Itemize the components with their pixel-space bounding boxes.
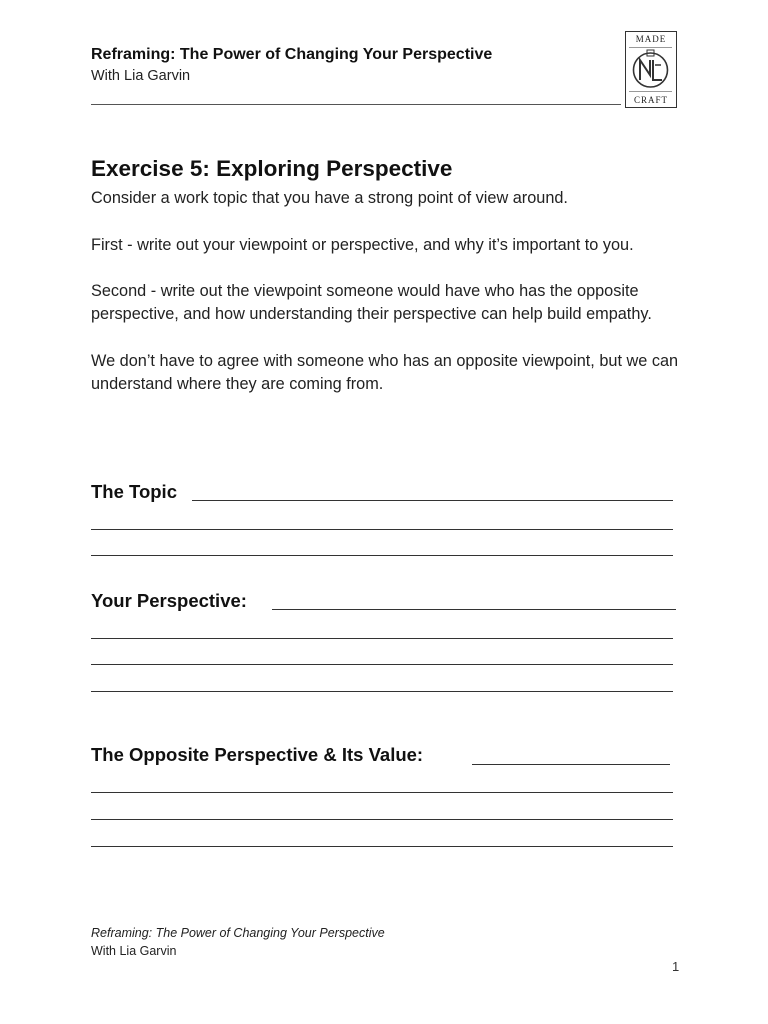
instruction-paragraph: First - write out your viewpoint or perspective, and why it’s important to you. (91, 235, 634, 254)
opposite-write-line[interactable] (91, 819, 673, 820)
perspective-write-line[interactable] (272, 609, 676, 610)
header-title: Reframing: The Power of Changing Your Perspective (91, 46, 493, 63)
instruction-paragraph: Consider a work topic that you have a strong point of view around. (91, 189, 568, 207)
opposite-write-line[interactable] (91, 792, 673, 793)
header-subtitle: With Lia Garvin (91, 68, 191, 84)
opposite-write-line[interactable] (472, 764, 670, 765)
logo-top-text: MADE (635, 34, 667, 44)
page-header (91, 46, 621, 84)
instruction-paragraph: Second - write out the viewpoint someone would have who has the opposite perspective, and how understanding their perspective can help build empathy. (91, 282, 652, 324)
perspective-write-line[interactable] (91, 664, 673, 665)
instruction-paragraph: We don’t have to agree with someone who has an opposite viewpoint, but we can understand where they are coming from. (91, 352, 679, 394)
page-footer (91, 924, 385, 960)
your-perspective-label: Your Perspective: (91, 590, 247, 611)
topic-label: The Topic (91, 481, 177, 502)
topic-write-line[interactable] (91, 529, 673, 530)
made-craft-logo-icon (629, 47, 672, 92)
header-divider (91, 104, 621, 105)
perspective-write-line[interactable] (91, 638, 673, 639)
opposite-perspective-label: The Opposite Perspective & Its Value: (91, 744, 424, 765)
opposite-write-line[interactable] (91, 846, 673, 847)
page-number: 1 (672, 959, 680, 974)
made-craft-logo (625, 31, 677, 108)
topic-write-line[interactable] (91, 555, 673, 556)
footer-subtitle: With Lia Garvin (91, 944, 177, 958)
logo-bottom-text: CRAFT (633, 95, 668, 105)
exercise-title: Exercise 5: Exploring Perspective (91, 156, 453, 181)
footer-title: Reframing: The Power of Changing Your Perspective (91, 926, 385, 940)
perspective-write-line[interactable] (91, 691, 673, 692)
exercise-instructions (91, 187, 691, 420)
topic-write-line[interactable] (192, 500, 673, 501)
